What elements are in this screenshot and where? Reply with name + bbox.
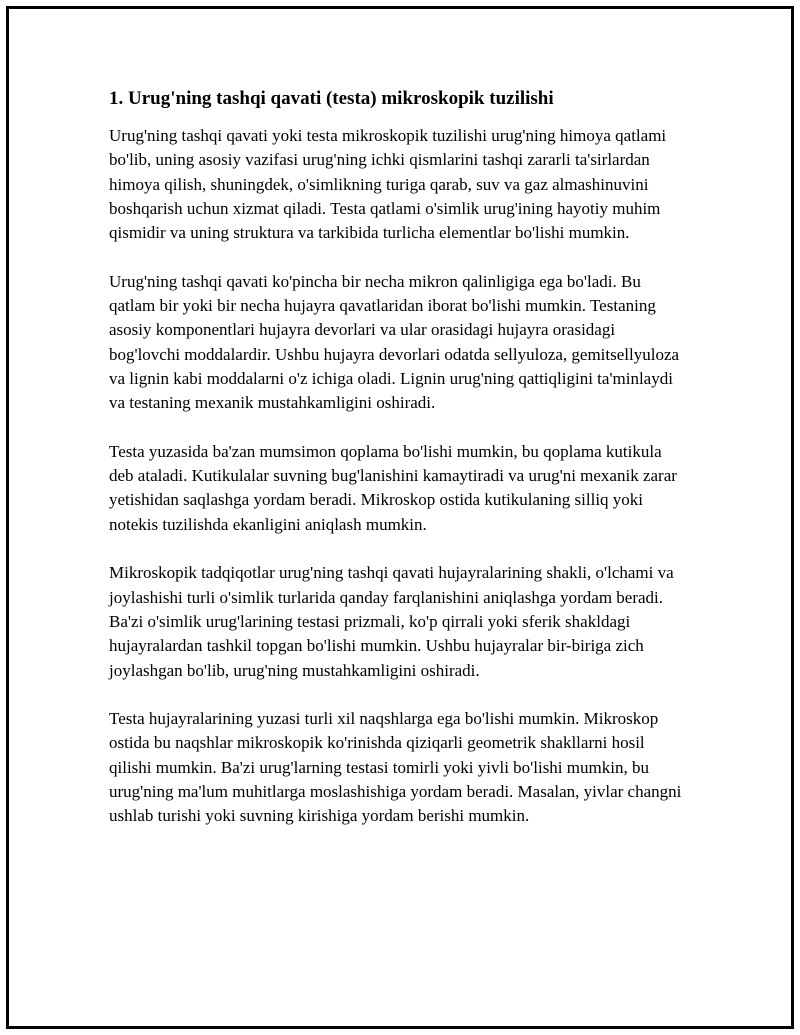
paragraph-4: Mikroskopik tadqiqotlar urug'ning tashqi qavati hujayralarining shakli, o'lchami va joylashishi turli o'simlik turlarida qanday farqlanishini aniqlashga yordam beradi. Ba'zi o'simlik urug'larining testasi prizmali, ko'p qirrali yoki sferik shakldagi hujayralardan tashkil topgan bo'lishi mumkin. Ushbu hujayralar bir-biriga zich joylashgan bo'lib, urug'ning mustahkamligini oshiradi. [109,563,674,680]
paragraph-1: Urug'ning tashqi qavati yoki testa mikroskopik tuzilishi urug'ning himoya qatlami bo'lib, uning asosiy vazifasi urug'ning ichki qismlarini tashqi zararli ta'sirlardan himoya qilish, shuningdek, o'simlikning turiga qarab, suv va gaz almashinuvini boshqarish uchun xizmat qiladi. Testa qatlami o'simlik urug'ining hayotiy muhim qismidir va uning struktura va tarkibida turlicha elementlar bo'lishi mumkin. [109,126,667,243]
paragraph-3: Testa yuzasida ba'zan mumsimon qoplama bo'lishi mumkin, bu qoplama kutikula deb ataladi. Kutikulalar suvning bug'lanishini kamaytiradi va urug'ni mexanik zarar yetishidan saqlashga yordam beradi. Mikroskop ostida kutikulaning silliq yoki notekis tuzilishda ekanligini aniqlash mumkin. [109,441,677,534]
paragraph-5: Testa hujayralarining yuzasi turli xil naqshlarga ega bo'lishi mumkin. Mikroskop ostida bu naqshlar mikroskopik ko'rinishda qiziqarli geometrik shakllarni hosil qilishi mumkin. Ba'zi urug'larning testasi tomirli yoki yivli bo'lishi mumkin, bu urug'ning ma'lum muhitlarga moslashishiga yordam beradi. Masalan, yivlar changni ushlab turishi yoki suvning kirishiga yordam berishi mumkin. [109,709,682,826]
section-heading: 1. Urug'ning tashqi qavati (testa) mikroskopik tuzilishi [109,88,554,109]
paragraph-2: Urug'ning tashqi qavati ko'pincha bir necha mikron qalinligiga ega bo'ladi. Bu qatlam bir yoki bir necha hujayra qavatlaridan iborat bo'lishi mumkin. Testaning asosiy komponentlari hujayra devorlari va ular orasidagi hujayra orasidagi bog'lovchi moddalardir. Ushbu hujayra devorlari odatda sellyuloza, gemitsellyuloza va lignin kabi moddalarni o'z ichiga oladi. Lignin urug'ning qattiqligini ta'minlaydi va testaning mexanik mustahkamligini oshiradi. [109,271,680,413]
document-body [109,86,689,853]
